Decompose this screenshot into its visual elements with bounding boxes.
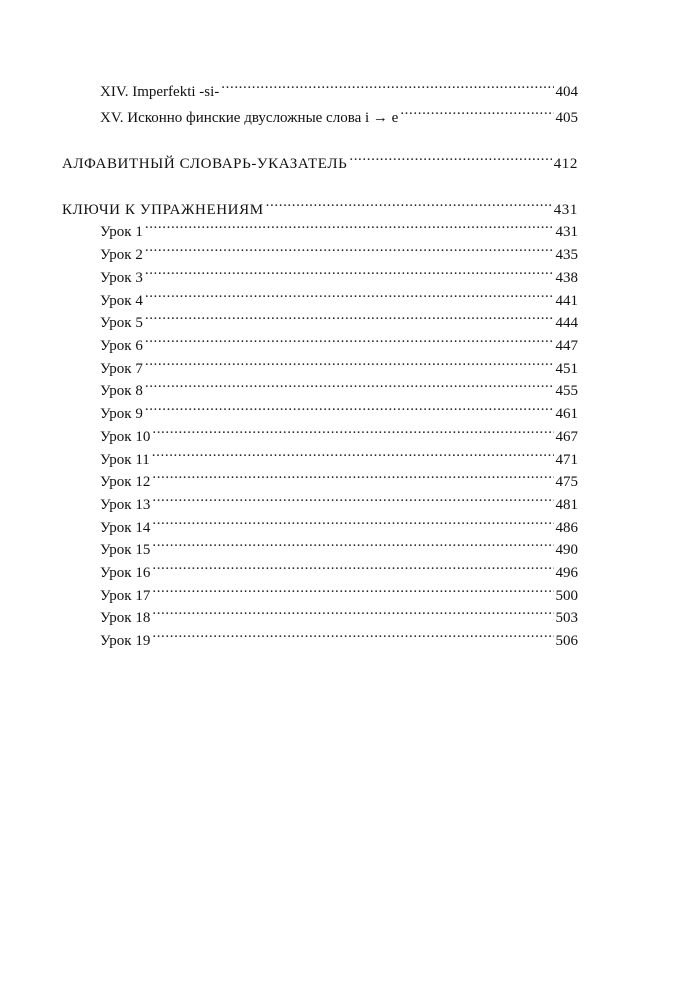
toc-entry-page: 447 (555, 338, 578, 354)
toc-entry-page: 455 (555, 383, 578, 399)
toc-entry-imperfekti (100, 74, 578, 100)
toc-entry-page: 431 (555, 224, 578, 240)
toc-section-label: АЛФАВИТНЫЙ СЛОВАРЬ-УКАЗАТЕЛЬ (62, 156, 348, 172)
toc-entry-page: 481 (555, 497, 578, 513)
toc-entry-page: 461 (555, 406, 578, 422)
toc-entry-lesson (100, 351, 578, 377)
toc-entry-page: 444 (555, 315, 578, 331)
toc-entry-lesson (100, 214, 578, 240)
toc-entry-lesson (100, 555, 578, 581)
toc-entry-page: 405 (555, 110, 578, 126)
dot-leader (152, 578, 553, 600)
toc-entry-label: Урок 13 (100, 497, 151, 513)
toc-entry-lesson (100, 260, 578, 286)
dot-leader (145, 214, 554, 236)
toc-entry-label: Урок 8 (100, 383, 143, 399)
toc-entry-page: 506 (555, 633, 578, 649)
toc-entry-page: 500 (555, 588, 578, 604)
dot-leader (221, 74, 553, 96)
dot-leader (145, 237, 554, 259)
dot-leader (152, 442, 554, 464)
toc-entry-label: Урок 10 (100, 429, 151, 445)
toc-entry-label: Урок 19 (100, 633, 151, 649)
dot-leader (349, 146, 551, 168)
toc-section-dictionary (62, 146, 578, 172)
toc-entry-label: Урок 16 (100, 565, 151, 581)
toc-entry-label: Урок 1 (100, 224, 143, 240)
toc-entry-lesson (100, 510, 578, 536)
dot-leader (152, 555, 553, 577)
toc-entry-lesson (100, 283, 578, 309)
toc-entry-page: 435 (555, 247, 578, 263)
toc-entry-lesson (100, 532, 578, 558)
toc-entry-label: Урок 18 (100, 610, 151, 626)
toc-entry-label: Урок 14 (100, 520, 151, 536)
toc-entry-page: 475 (555, 474, 578, 490)
toc-entry-page: 467 (555, 429, 578, 445)
dot-leader (145, 351, 554, 373)
toc-entry-page: 503 (555, 610, 578, 626)
toc-section-page: 431 (553, 202, 578, 218)
toc-entry-lesson (100, 623, 578, 649)
toc-entry-lesson (100, 419, 578, 445)
toc-entry-label: Урок 9 (100, 406, 143, 422)
toc-section-page: 412 (553, 156, 578, 172)
toc-entry-page: 404 (555, 84, 578, 100)
toc-entry-page: 490 (555, 542, 578, 558)
toc-section-keys (62, 192, 578, 218)
toc-entry-page: 451 (555, 361, 578, 377)
toc-entry-label: Урок 2 (100, 247, 143, 263)
toc-entry-lesson (100, 305, 578, 331)
dot-leader (145, 328, 554, 350)
toc-entry-label: XV. Исконно финские двусложные слова i → e (100, 110, 399, 126)
toc-entry-page: 471 (555, 452, 578, 468)
toc-entry-label: Урок 4 (100, 293, 143, 309)
toc-entry-page: 441 (555, 293, 578, 309)
toc-entry-lesson (100, 328, 578, 354)
toc-entry-label: XIV. Imperfekti -si- (100, 84, 220, 100)
dot-leader (266, 192, 552, 214)
toc-entry-label: Урок 7 (100, 361, 143, 377)
dot-leader (400, 100, 553, 122)
toc-entry-label: Урок 12 (100, 474, 151, 490)
toc-entry-label: Урок 3 (100, 270, 143, 286)
toc-entry-lesson (100, 464, 578, 490)
toc-entry-lesson (100, 600, 578, 626)
dot-leader (145, 305, 554, 327)
dot-leader (152, 623, 553, 645)
toc-entry-label: Урок 5 (100, 315, 143, 331)
dot-leader (152, 532, 553, 554)
toc-entry-lesson (100, 578, 578, 604)
dot-leader (145, 260, 554, 282)
toc-entry-label: Урок 15 (100, 542, 151, 558)
toc-entry-label: Урок 11 (100, 452, 150, 468)
toc-entry-lesson (100, 442, 578, 468)
dot-leader (152, 487, 553, 509)
toc-entry-page: 496 (555, 565, 578, 581)
toc-entry-lesson (100, 373, 578, 399)
dot-leader (152, 419, 553, 441)
dot-leader (152, 510, 553, 532)
toc-section-label: КЛЮЧИ К УПРАЖНЕНИЯМ (62, 202, 264, 218)
dot-leader (152, 464, 553, 486)
toc-entry-lesson (100, 396, 578, 422)
dot-leader (145, 373, 554, 395)
dot-leader (152, 600, 553, 622)
dot-leader (145, 396, 554, 418)
toc-entry-lesson (100, 237, 578, 263)
toc-entry-page: 486 (555, 520, 578, 536)
toc-entry-page: 438 (555, 270, 578, 286)
dot-leader (145, 283, 554, 305)
toc-entry-label: Урок 6 (100, 338, 143, 354)
toc-entry-lesson (100, 487, 578, 513)
toc-entry-finnish-words (100, 100, 578, 126)
toc-entry-label: Урок 17 (100, 588, 151, 604)
